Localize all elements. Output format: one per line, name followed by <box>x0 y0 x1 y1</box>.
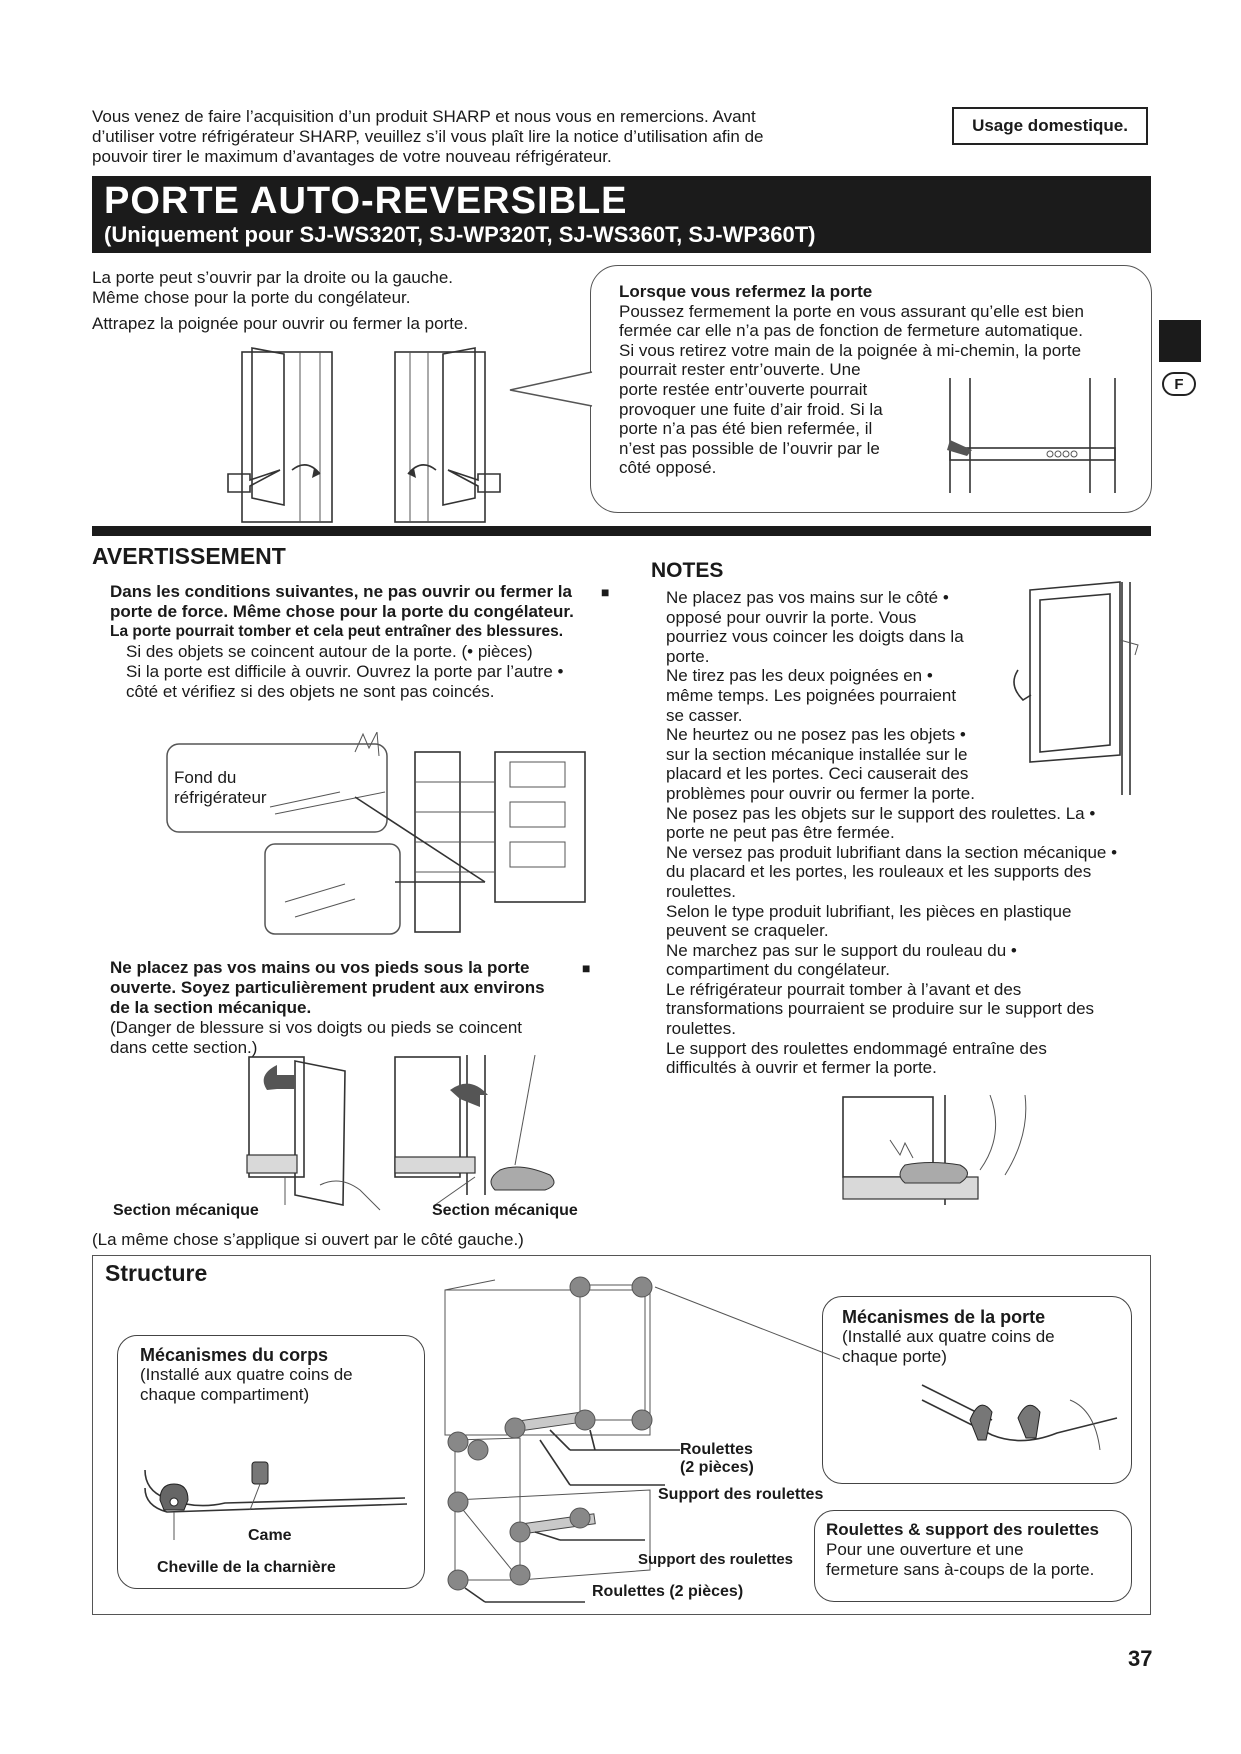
arrow-open-icon <box>264 1065 295 1090</box>
usage-label: Usage domestique. <box>952 107 1148 145</box>
warning-line: porte de force. Même chose pour la porte du congélateur. <box>110 602 574 621</box>
notes-line: roulettes. <box>666 881 736 901</box>
door-mechanism-line: (Installé aux quatre coins de <box>842 1327 1055 1346</box>
notes-line: se casser. <box>666 705 743 725</box>
page-number: 37 <box>1128 1646 1153 1671</box>
mechanical-section-illustration <box>235 1055 605 1215</box>
warning-subline: Si des objets se coincent autour de la porte. (• pièces) <box>126 642 533 661</box>
notes-line: Ne marchez pas sur le support du rouleau du • <box>666 940 1017 960</box>
title-band <box>92 176 1151 253</box>
notes-line: Ne heurtez ou ne posez pas les objets • <box>666 725 966 745</box>
intro-line: Vous venez de faire l’acquisition d’un produit SHARP et nous vous en remercions. Avant <box>92 107 756 126</box>
warning-bullet-1 <box>110 582 615 702</box>
door-intro-line: La porte peut s’ouvrir par la droite ou la gauche. <box>92 268 454 287</box>
open-door-left-fig <box>295 1061 345 1205</box>
warning-subline: dans cette section.) <box>110 1038 258 1057</box>
hand-side-icon <box>1014 670 1031 700</box>
same-note: (La même chose s’applique si ouvert par le côté gauche.) <box>92 1230 524 1249</box>
support-top-label: Support des roulettes <box>658 1486 824 1503</box>
corner-marker <box>448 1432 468 1452</box>
fig-label-line: réfrigérateur <box>174 788 267 807</box>
corner-marker <box>632 1277 652 1297</box>
roulettes-bottom-label: Roulettes (2 pièces) <box>592 1583 744 1600</box>
door-mechanism-line: chaque porte) <box>842 1347 947 1366</box>
notes-line: Le support des roulettes endommagé entraîne des <box>666 1038 1047 1058</box>
body-mechanism-text <box>140 1345 420 1405</box>
language-badge: F <box>1162 372 1196 396</box>
corner-marker <box>448 1492 468 1512</box>
warning-bullet-2 <box>110 958 615 1058</box>
warning-subline: côté et vérifiez si des objets ne sont pas coincés. <box>126 682 495 701</box>
closing-line: provoquer une fuite d’air froid. Si la <box>619 399 883 419</box>
notes-line: placard et les portes. Ceci causerait des <box>666 764 969 784</box>
notes-line: roulettes. <box>666 1019 736 1039</box>
corner-marker <box>510 1522 530 1542</box>
closing-line: porte n’a pas été bien refermée, il <box>619 419 873 439</box>
door-intro-line: Attrapez la poignée pour ouvrir ou fermer la porte. <box>92 314 469 333</box>
impact-spark-icon <box>890 1140 913 1158</box>
notes-line: Le réfrigérateur pourrait tomber à l’avant et des <box>666 979 1022 999</box>
notes-line: Ne posez pas les objets sur le support des roulettes. La • <box>666 803 1096 823</box>
door-intro <box>92 268 562 334</box>
corner-marker <box>570 1277 590 1297</box>
door-mechanism-text <box>842 1307 1122 1367</box>
callout-pointer <box>508 370 594 410</box>
notes-line: porte ne peut pas être fermée. <box>666 823 895 843</box>
notes-line: peuvent se craqueler. <box>666 921 829 941</box>
page-title: PORTE AUTO-REVERSIBLE <box>104 180 628 222</box>
notes-line: Ne versez pas produit lubrifiant dans la section mécanique • <box>666 842 1118 862</box>
body-mechanism-title: Mécanismes du corps <box>140 1345 329 1365</box>
fig-label <box>174 768 267 808</box>
body-mechanism-line: (Installé aux quatre coins de <box>140 1365 353 1384</box>
closing-heading: Lorsque vous refermez la porte <box>619 282 873 301</box>
notes-fridge-illustration <box>1010 580 1150 800</box>
notes-line: opposé pour ouvrir la porte. Vous <box>666 607 917 627</box>
closing-illustration <box>930 378 1130 498</box>
roulettes-top-line: Roulettes <box>680 1441 753 1458</box>
structure-heading: Structure <box>105 1260 208 1286</box>
door-intro-line: Même chose pour la porte du congélateur. <box>92 288 411 307</box>
body-mechanism-line: chaque compartiment) <box>140 1385 310 1404</box>
closing-line: fermée car elle n’a pas de fonction de fermeture automatique. <box>619 321 1083 341</box>
corner-marker <box>510 1565 530 1585</box>
corner-marker <box>570 1508 590 1528</box>
notes-line: porte. <box>666 646 710 666</box>
notes-heading: NOTES <box>651 559 724 582</box>
notes-line: pourriez vous coincer les doigts dans la <box>666 627 964 647</box>
page-subtitle: (Uniquement pour SJ-WS320T, SJ-WP320T, SJ-WS360T, SJ-WP360T) <box>104 222 816 247</box>
came-label: Came <box>248 1527 292 1544</box>
notes-line: problèmes pour ouvrir ou fermer la porte. <box>666 783 975 803</box>
door-open-left <box>252 348 284 505</box>
closing-line: côté opposé. <box>619 458 717 478</box>
notes-foot-illustration <box>835 1095 1050 1215</box>
notes-line: sur la section mécanique installée sur le <box>666 744 968 764</box>
hand-left <box>228 470 280 492</box>
side-tab-block <box>1159 320 1201 362</box>
fridge-body-right <box>395 352 485 522</box>
warning-line: ouverte. Soyez particulièrement prudent aux environs <box>110 978 545 997</box>
rollers-line: Pour une ouverture et une <box>826 1540 1024 1559</box>
notes-line: transformations pourraient se produire sur le support des <box>666 999 1095 1019</box>
corner-marker <box>575 1410 595 1430</box>
warning-line: La porte pourrait tomber et cela peut entraîner des blessures. <box>110 623 564 640</box>
closing-line: Si vous retirez votre main de la poignée à mi-chemin, la porte <box>619 340 1082 360</box>
warning-subline: (Danger de blessure si vos doigts ou pieds se coincent <box>110 1018 523 1037</box>
corner-marker <box>505 1418 525 1438</box>
rollers-title: Roulettes & support des roulettes <box>826 1520 1099 1539</box>
notes-line: compartiment du congélateur. <box>666 960 890 980</box>
detail-bubble <box>265 844 400 934</box>
bullet-square-icon: ■ <box>582 960 591 976</box>
section-label-left: Section mécanique <box>113 1202 259 1219</box>
rollers-text <box>826 1520 1126 1580</box>
hinge-label: Cheville de la charnière <box>157 1559 336 1576</box>
notes-line: Selon le type produit lubrifiant, les pièces en plastique <box>666 901 1072 921</box>
fig-label-line: Fond du <box>174 768 237 787</box>
rollers-line: fermeture sans à-coups de la porte. <box>826 1560 1095 1579</box>
warning-line: Dans les conditions suivantes, ne pas ouvrir ou fermer la <box>110 582 572 601</box>
corner-marker <box>468 1440 488 1460</box>
section-label-right: Section mécanique <box>432 1202 578 1219</box>
notes-line: du placard et les portes, les rouleaux et les supports des <box>666 862 1092 882</box>
closing-line: pourrait rester entr’ouverte. Une <box>619 360 861 380</box>
bullet-square-icon: ■ <box>601 584 610 600</box>
arrow-close-icon <box>450 1084 488 1107</box>
support-bottom-label: Support des roulettes <box>638 1551 794 1568</box>
notes-line: Ne placez pas vos mains sur le côté • <box>666 588 949 607</box>
roulettes-top-line: (2 pièces) <box>680 1459 754 1476</box>
fridge-interior-illustration <box>165 732 595 942</box>
intro-line: d’utiliser votre réfrigérateur SHARP, veuillez s’il vous plaît lire la notice d’utilisation afin de <box>92 127 764 146</box>
closing-line: porte restée entr’ouverte pourrait <box>619 379 868 399</box>
intro-line: pouvoir tirer le maximum d’avantages de votre nouveau réfrigérateur. <box>92 147 612 166</box>
notes-line: Ne tirez pas les deux poignées en • <box>666 666 933 686</box>
closing-line: Poussez fermement la porte en vous assurant qu’elle est bien <box>619 301 1084 321</box>
roulettes-top-label <box>680 1441 754 1477</box>
foot-icon <box>491 1167 554 1190</box>
intro-paragraph <box>92 107 872 167</box>
warning-heading: AVERTISSEMENT <box>92 543 286 569</box>
section-divider <box>92 526 1151 536</box>
notes-line: même temps. Les poignées pourraient <box>666 685 957 705</box>
warning-line: de la section mécanique. <box>110 998 312 1017</box>
warning-subline: Si la porte est difficile à ouvrir. Ouvrez la porte par l’autre • <box>126 662 564 681</box>
notes-line: difficultés à ouvrir et fermer la porte. <box>666 1058 937 1078</box>
cam-icon <box>252 1462 268 1484</box>
corner-marker <box>632 1410 652 1430</box>
warning-line: Ne placez pas vos mains ou vos pieds sous la porte <box>110 958 530 977</box>
body-mechanism-illustration <box>140 1440 410 1540</box>
fridge-body-left <box>242 352 332 522</box>
door-mechanism-illustration <box>920 1370 1120 1475</box>
door-opening-illustration <box>200 340 540 525</box>
foot-icon <box>900 1163 968 1184</box>
corner-marker <box>448 1570 468 1590</box>
hand-right <box>448 470 500 492</box>
door-mechanism-title: Mécanismes de la porte <box>842 1307 1046 1327</box>
closing-line: n’est pas possible de l’ouvrir par le <box>619 438 880 458</box>
door-latch-icon <box>1018 1405 1040 1438</box>
